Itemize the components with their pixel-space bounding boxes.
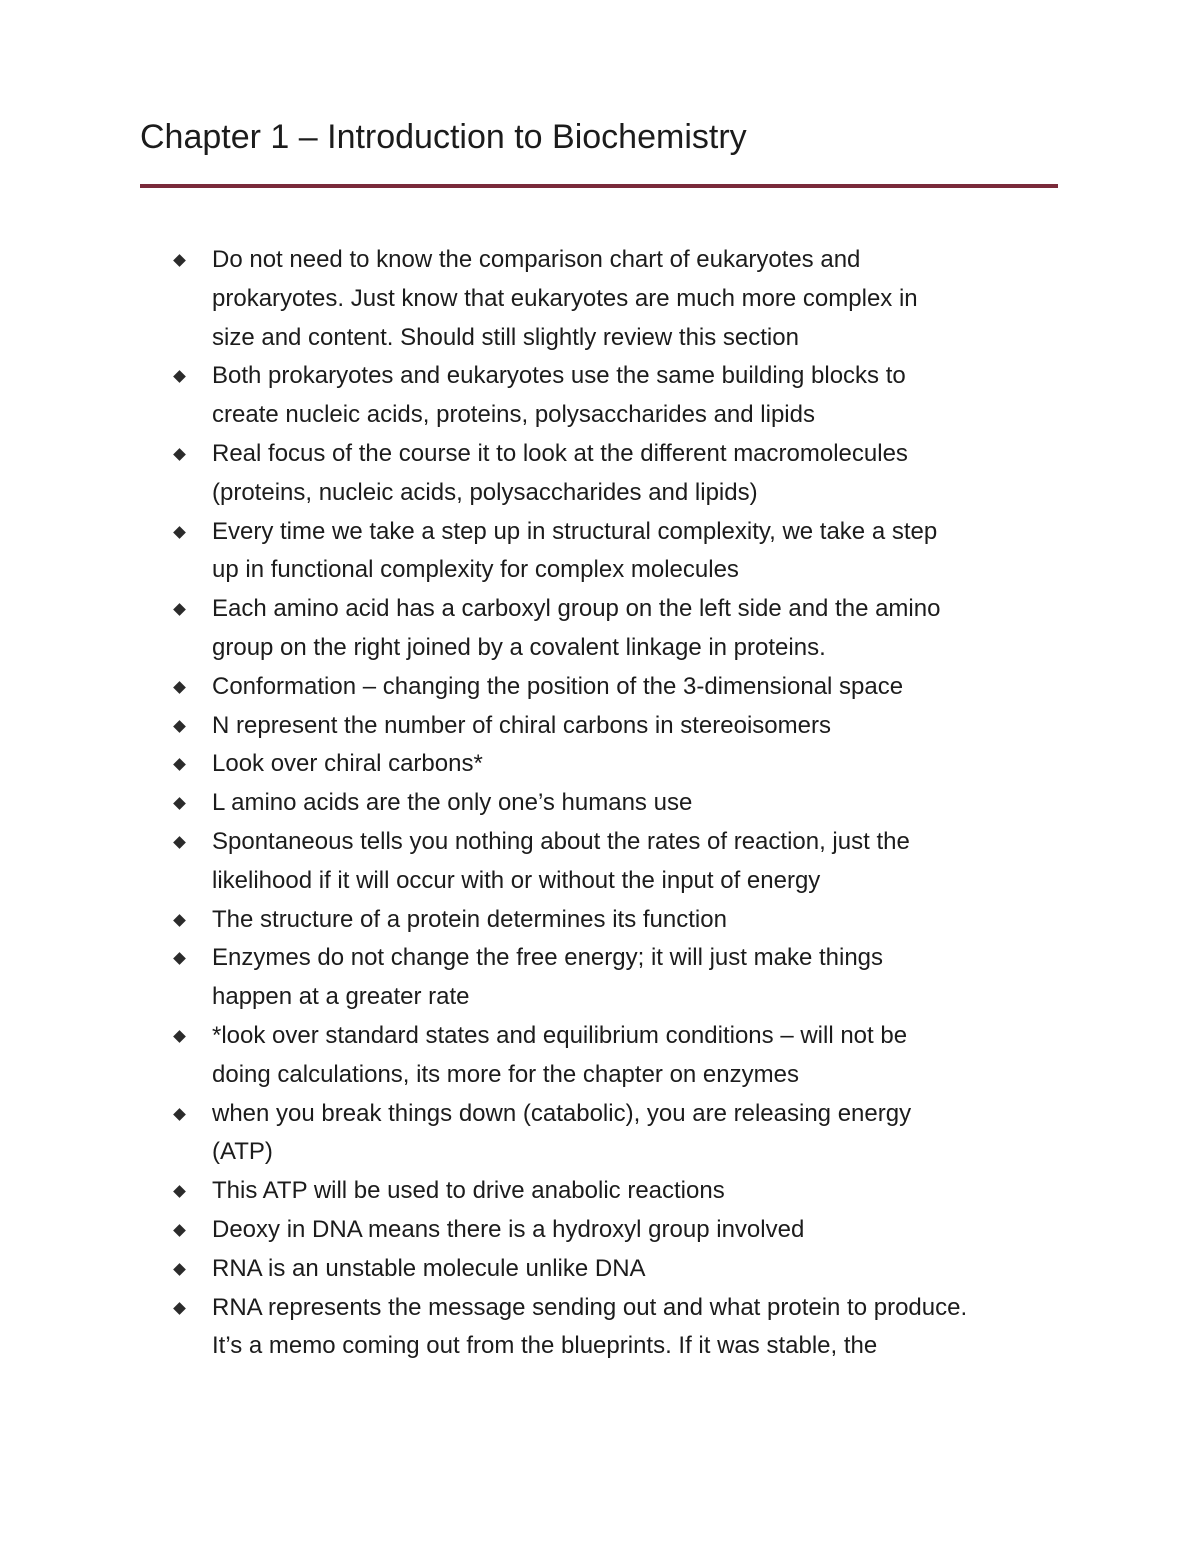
note-text-line: Every time we take a step up in structural complexity, we take a step [212,517,938,545]
note-text-line: L amino acids are the only one’s humans use [212,789,693,817]
list-item [0,1211,1062,1250]
note-text-line: RNA is an unstable molecule unlike DNA [212,1254,646,1282]
diamond-bullet-icon [173,254,186,267]
list-item [0,241,1062,357]
note-text-line: likelihood if it will occur with or without the input of energy [212,866,821,894]
diamond-bullet-icon [173,1185,186,1198]
list-item [0,784,1062,823]
note-text-line: Look over chiral carbons* [212,750,483,778]
note-text-line: doing calculations, its more for the chapter on enzymes [212,1060,799,1088]
list-item [0,435,1062,513]
note-text-line: Enzymes do not change the free energy; it will just make things [212,944,884,972]
diamond-bullet-icon [173,1108,186,1121]
list-item [0,590,1062,668]
diamond-bullet-icon [173,371,186,384]
note-text-line: N represent the number of chiral carbons in stereoisomers [212,711,831,739]
note-text-line: *look over standard states and equilibrium conditions – will not be [212,1021,908,1049]
note-text-line: Both prokaryotes and eukaryotes use the same building blocks to [212,362,906,390]
note-text-line: Conformation – changing the position of the 3-dimensional space [212,672,904,700]
diamond-bullet-icon [173,797,186,810]
title-underline-rule [140,184,1058,188]
list-item [0,357,1062,435]
list-item [0,1095,1062,1173]
note-text-line: Each amino acid has a carboxyl group on the left side and the amino [212,595,941,623]
note-text-line: group on the right joined by a covalent linkage in proteins. [212,633,826,661]
note-text-line: size and content. Should still slightly review this section [212,323,799,351]
diamond-bullet-icon [173,1224,186,1237]
note-text-line: (ATP) [212,1138,273,1166]
list-item [0,939,1062,1017]
diamond-bullet-icon [173,836,186,849]
list-item [0,668,1062,707]
diamond-bullet-icon [173,448,186,461]
list-item [0,745,1062,784]
notes-list [0,241,1062,1366]
note-text-line: when you break things down (catabolic), you are releasing energy [212,1099,912,1127]
diamond-bullet-icon [173,1263,186,1276]
note-text-line: Spontaneous tells you nothing about the rates of reaction, just the [212,827,910,855]
list-item [0,1250,1062,1289]
note-text-line: This ATP will be used to drive anabolic reactions [212,1177,725,1205]
list-item [0,823,1062,901]
note-text-line: It’s a memo coming out from the blueprints. If it was stable, the [212,1332,878,1360]
note-text-line: prokaryotes. Just know that eukaryotes are much more complex in [212,284,918,312]
note-text-line: Deoxy in DNA means there is a hydroxyl group involved [212,1215,805,1243]
diamond-bullet-icon [173,1030,186,1043]
list-item [0,1289,1062,1367]
note-text-line: create nucleic acids, proteins, polysaccharides and lipids [212,401,815,429]
note-text-line: The structure of a protein determines its function [212,905,727,933]
diamond-bullet-icon [173,603,186,616]
diamond-bullet-icon [173,758,186,771]
note-text-line: RNA represents the message sending out and what protein to produce. [212,1293,968,1321]
list-item [0,1172,1062,1211]
diamond-bullet-icon [173,526,186,539]
diamond-bullet-icon [173,914,186,927]
note-text-line: happen at a greater rate [212,983,470,1011]
note-text-line: Real focus of the course it to look at the different macromolecules [212,439,908,467]
diamond-bullet-icon [173,720,186,733]
list-item [0,1017,1062,1095]
note-text-line: (proteins, nucleic acids, polysaccharides and lipids) [212,478,758,506]
diamond-bullet-icon [173,1302,186,1315]
diamond-bullet-icon [173,681,186,694]
note-text-line: Do not need to know the comparison chart of eukaryotes and [212,246,861,273]
list-item [0,707,1062,746]
diamond-bullet-icon [173,952,186,965]
page-title: Chapter 1 – Introduction to Biochemistry [140,118,747,156]
list-item [0,901,1062,940]
list-item [0,513,1062,591]
note-text-line: up in functional complexity for complex molecules [212,556,739,584]
